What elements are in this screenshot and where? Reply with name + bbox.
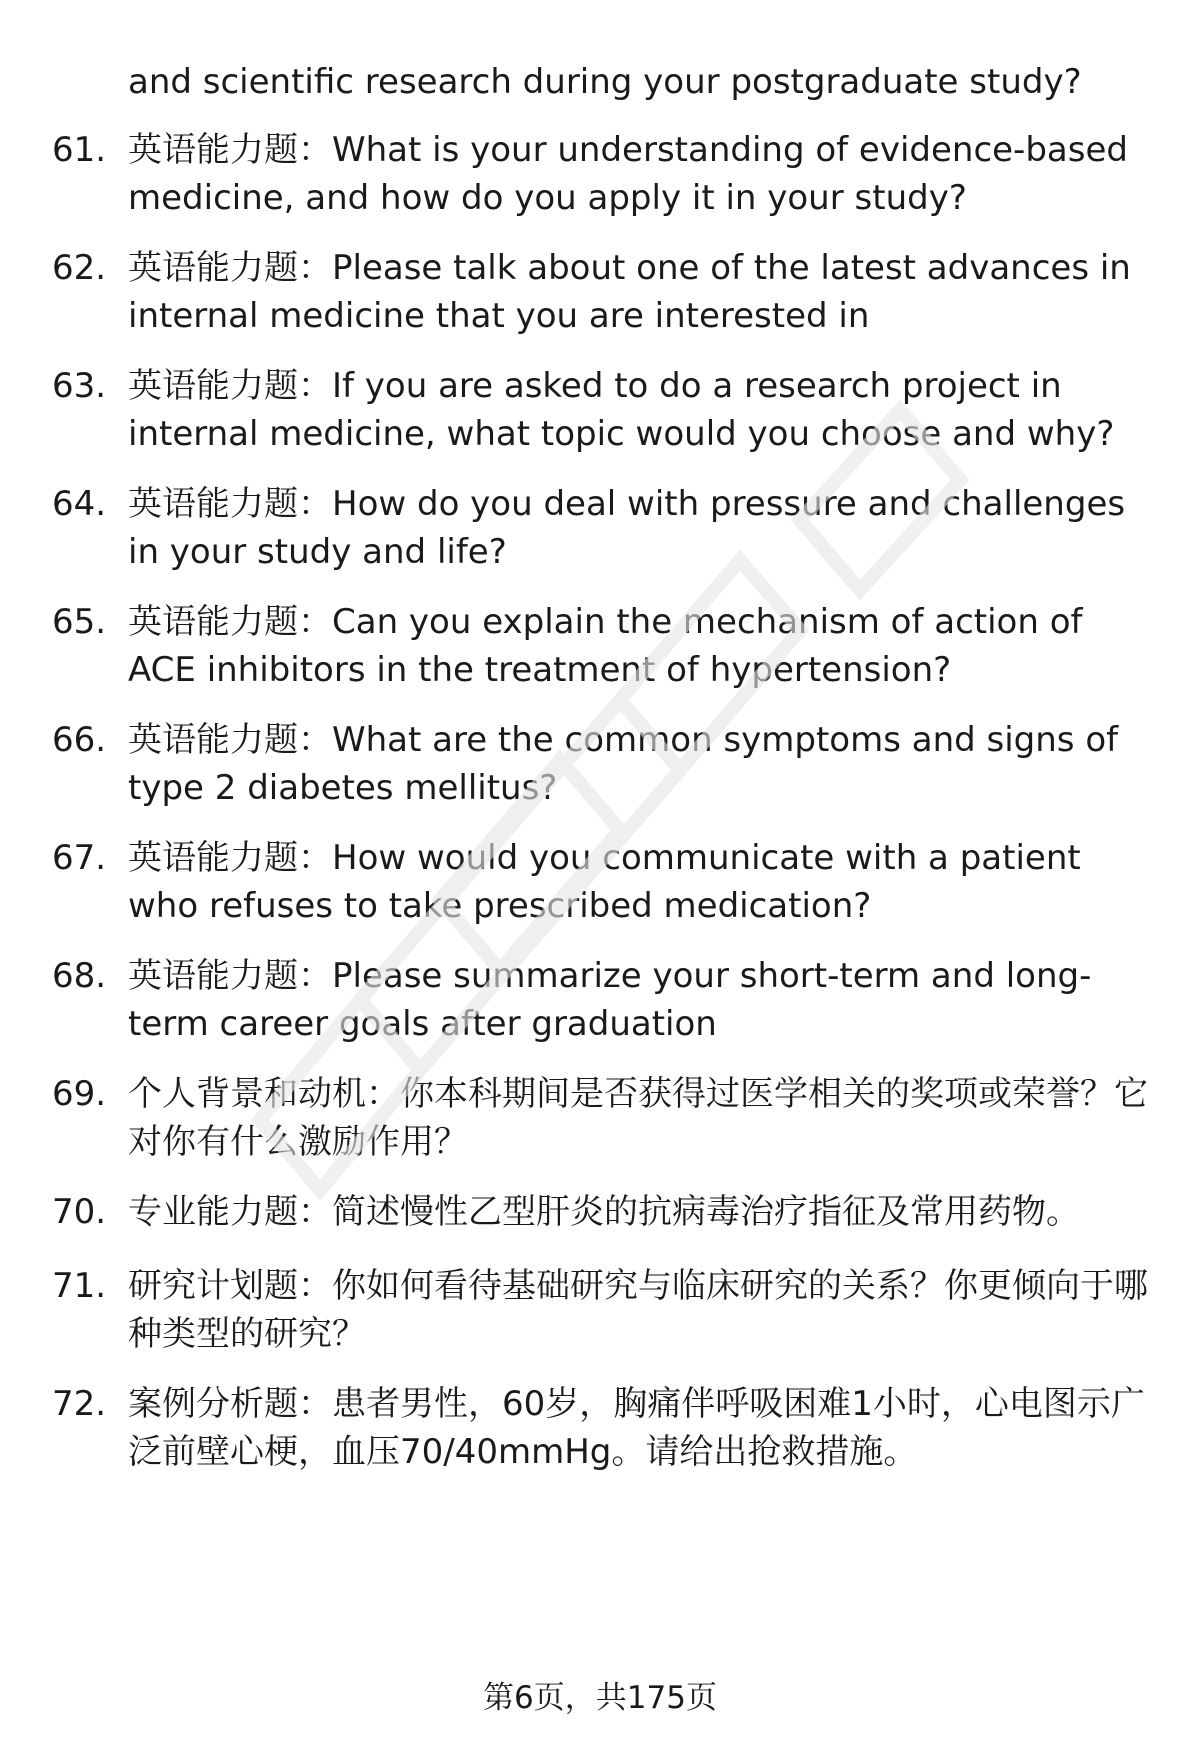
item-text: 案例分析题：患者男性，60岁，胸痛伴呼吸困难1小时，心电图示广泛前壁心梗，血压70/40mmHg。请给出抢救措施。 (128, 1384, 1145, 1472)
item-number: 67. (52, 838, 107, 878)
item-text: 英语能力题：What are the common symptoms and signs of type 2 diabetes mellitus? (128, 720, 1119, 808)
continuation-text: and scientific research during your postgraduate study? (128, 62, 1082, 102)
item-number: 64. (52, 484, 107, 524)
item-text: 英语能力题：If you are asked to do a research project in internal medicine, what topic would you choose and why? (128, 366, 1115, 454)
item-number: 68. (52, 956, 107, 996)
item-number: 69. (52, 1074, 107, 1114)
item-number: 70. (52, 1192, 107, 1232)
item-text: 英语能力题：How would you communicate with a patient who refuses to take prescribed medication? (128, 838, 1081, 926)
item-text: 英语能力题：Please talk about one of the latest advances in internal medicine that you are interested in (128, 248, 1131, 336)
item-text: 专业能力题：简述慢性乙型肝炎的抗病毒治疗指征及常用药物。 (128, 1192, 1080, 1232)
page-footer: 第6页，共175页 (483, 1680, 717, 1716)
item-text: 研究计划题：你如何看待基础研究与临床研究的关系？你更倾向于哪种类型的研究？ (128, 1266, 1148, 1354)
item-text: 英语能力题：What is your understanding of evidence-based medicine, and how do you apply it in your study? (128, 130, 1128, 218)
item-number: 72. (52, 1384, 107, 1424)
item-number: 65. (52, 602, 107, 642)
item-text: 英语能力题：Please summarize your short-term and long-term career goals after graduation (128, 956, 1092, 1044)
item-number: 71. (52, 1266, 107, 1306)
item-text: 英语能力题：Can you explain the mechanism of action of ACE inhibitors in the treatment of hypertension? (128, 602, 1083, 690)
item-number: 63. (52, 366, 107, 406)
item-number: 66. (52, 720, 107, 760)
item-text: 个人背景和动机：你本科期间是否获得过医学相关的奖项或荣誉？它对你有什么激励作用？ (128, 1074, 1148, 1162)
item-number: 62. (52, 248, 107, 288)
item-number: 61. (52, 130, 107, 170)
item-text: 英语能力题：How do you deal with pressure and challenges in your study and life? (128, 484, 1126, 572)
